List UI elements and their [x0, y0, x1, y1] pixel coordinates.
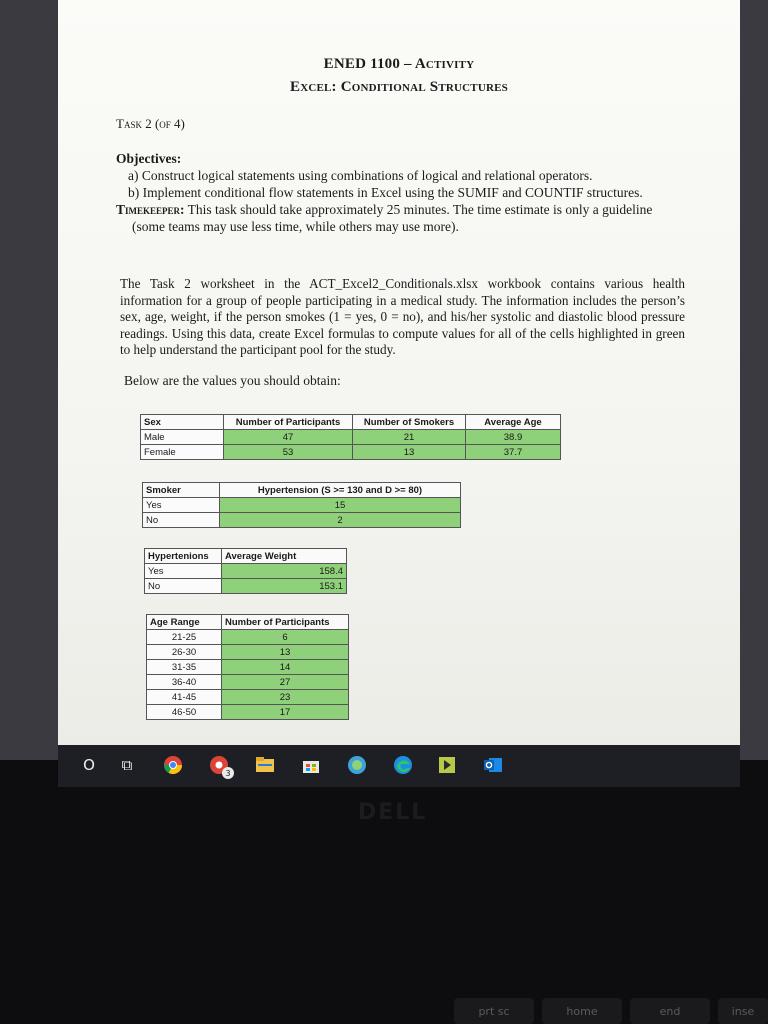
table-cell: 158.4 [222, 564, 347, 579]
prtsc-key: prt sc [454, 998, 534, 1024]
table-row [147, 690, 349, 705]
table-cell: 47 [224, 430, 353, 445]
store-icon[interactable] [300, 754, 322, 776]
table-cell: 21-25 [147, 630, 222, 645]
objectives-heading: Objectives: [116, 151, 182, 166]
table-cell: 36-40 [147, 675, 222, 690]
table-row [143, 513, 461, 528]
table-header: Hypertenions [145, 549, 222, 564]
table-header: Age Range [147, 615, 222, 630]
table-cell: 26-30 [147, 645, 222, 660]
folder-glyph [255, 756, 275, 774]
table-cell: 23 [222, 690, 349, 705]
notification-badge: 3 [222, 767, 234, 779]
table-cell: No [145, 579, 222, 594]
table-cell: 38.9 [466, 430, 561, 445]
edge-icon[interactable] [392, 754, 414, 776]
table-header: Number of Participants [222, 615, 349, 630]
table-cell: 2 [220, 513, 461, 528]
description-paragraph: The Task 2 worksheet in the ACT_Excel2_Conditionals.xlsx workbook contains various health information for a group of people participating in a medical study. The information includes the person’s sex, age, weight, if the person smokes (1 = yes, 0 = no), and his/her systolic and diastolic blood pressure readings. Using this data, create Excel formulas to compute values for all of the cells highlighted in green to help understand the participant pool for the study. [120, 276, 685, 357]
table-header: Hypertension (S >= 130 and D >= 80) [220, 483, 461, 498]
table-row [147, 675, 349, 690]
taskbar [58, 745, 740, 787]
table-header: Number of Participants [224, 415, 353, 430]
chrome-icon[interactable] [162, 754, 184, 776]
outlook-logo [483, 756, 503, 774]
task-label: Task 2 (of 4) [116, 116, 185, 131]
table-row [143, 498, 461, 513]
chrome-profile-icon[interactable] [208, 754, 230, 776]
objective-a: a) Construct logical statements using combinations of logical and relational operators. [128, 168, 593, 183]
table-cell: Female [141, 445, 224, 460]
file-explorer-icon[interactable] [254, 754, 276, 776]
table-cell: No [143, 513, 220, 528]
document-title: ENED 1100 – Activity [323, 56, 475, 72]
timekeeper-text: This task should take approximately 25 minutes. The time estimate is only a guideline (some teams may use less time, while others may use more). [132, 202, 653, 234]
timekeeper-label: Timekeeper: [116, 202, 185, 217]
table-row [145, 549, 347, 564]
table-header: Number of Smokers [353, 415, 466, 430]
outlook-icon[interactable] [482, 754, 504, 776]
objective-b: b) Implement conditional flow statements in Excel using the SUMIF and COUNTIF structures. [128, 185, 643, 200]
table-cell: 153.1 [222, 579, 347, 594]
table-header: Average Weight [222, 549, 347, 564]
table-row [141, 415, 561, 430]
table-cell: 41-45 [147, 690, 222, 705]
store-bag-glyph [301, 756, 321, 774]
timekeeper-note [116, 201, 686, 235]
age-range-table [146, 614, 349, 720]
table-cell: 13 [353, 445, 466, 460]
table-cell: 31-35 [147, 660, 222, 675]
document-page [58, 0, 740, 745]
home-key: home [542, 998, 622, 1024]
table-cell: 15 [220, 498, 461, 513]
play-glyph [438, 756, 456, 774]
table-header: Smoker [143, 483, 220, 498]
dell-logo: DELL [358, 800, 428, 825]
table-cell: 27 [222, 675, 349, 690]
table-cell: 37.7 [466, 445, 561, 460]
insert-key: inse [718, 998, 768, 1024]
table-cell: 53 [224, 445, 353, 460]
end-key: end [630, 998, 710, 1024]
table-cell: Male [141, 430, 224, 445]
table-row [147, 630, 349, 645]
table-row [141, 430, 561, 445]
media-player-icon[interactable] [436, 754, 458, 776]
table-cell: 21 [353, 430, 466, 445]
round-app-glyph [347, 755, 367, 775]
table-row [143, 483, 461, 498]
table-row [145, 579, 347, 594]
smoker-table [142, 482, 461, 528]
app-icon-green[interactable] [346, 754, 368, 776]
chrome-logo [163, 755, 183, 775]
search-icon[interactable]: O [83, 756, 95, 774]
sex-table [140, 414, 561, 460]
table-row [147, 660, 349, 675]
hypertension-table [144, 548, 347, 594]
table-cell: 17 [222, 705, 349, 720]
task-view-icon[interactable]: ⧉ [121, 756, 133, 774]
table-cell: 46-50 [147, 705, 222, 720]
document-subtitle: Excel: Conditional Structures [289, 79, 508, 95]
table-row [147, 645, 349, 660]
edge-logo [393, 755, 413, 775]
table-header: Sex [141, 415, 224, 430]
table-cell: Yes [143, 498, 220, 513]
table-cell: 13 [222, 645, 349, 660]
objectives-section [116, 150, 686, 235]
table-cell: 6 [222, 630, 349, 645]
values-intro: Below are the values you should obtain: [124, 373, 341, 388]
table-header: Average Age [466, 415, 561, 430]
table-row [147, 615, 349, 630]
table-cell: 14 [222, 660, 349, 675]
table-row [145, 564, 347, 579]
table-row [141, 445, 561, 460]
table-row [147, 705, 349, 720]
table-cell: Yes [145, 564, 222, 579]
